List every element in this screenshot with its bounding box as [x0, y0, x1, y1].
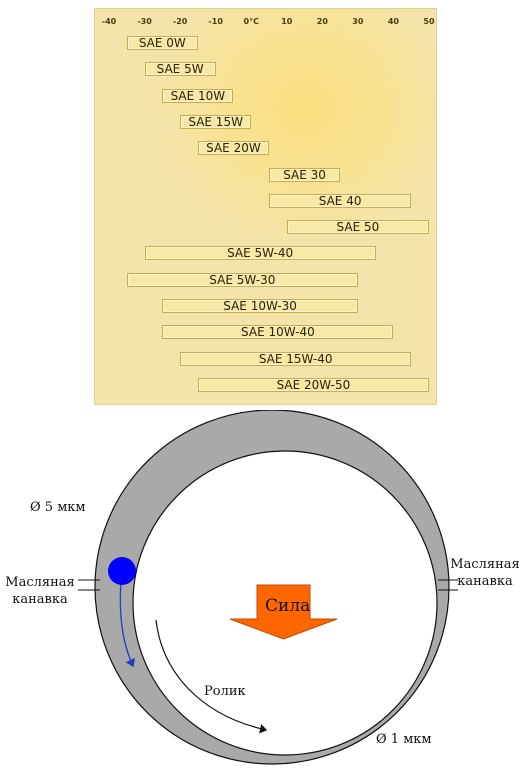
axis-tick-label: -30 — [137, 17, 152, 26]
oil-groove-left-label: Масляная канавка — [5, 575, 75, 607]
sae-grade-bar: SAE 30 — [269, 168, 340, 182]
axis-tick-label: 10 — [281, 17, 293, 26]
sae-grade-bar: SAE 5W-40 — [145, 246, 376, 260]
bearing-diagram — [0, 410, 525, 770]
force-label: Сила — [265, 596, 311, 616]
axis-tick-label: 50 — [423, 17, 435, 26]
roller-label: Ролик — [204, 684, 246, 699]
axis-tick-label: 40 — [387, 17, 400, 26]
inner-diameter-label: Ø 1 мкм — [376, 732, 432, 747]
axis-tick-label: 30 — [352, 17, 364, 26]
sae-grade-bar: SAE 0W — [127, 36, 198, 50]
bearing-drawing — [0, 410, 525, 770]
axis-tick-label: -40 — [101, 17, 117, 26]
ball — [108, 557, 136, 585]
axis-tick-label: -10 — [208, 17, 223, 26]
sae-grade-bar: SAE 10W — [162, 89, 233, 103]
sae-grade-bar: SAE 15W — [180, 115, 251, 129]
axis-tick-label: 20 — [316, 17, 328, 26]
axis-tick-label: 0°C — [243, 17, 259, 26]
sae-grade-bar: SAE 20W-50 — [198, 378, 429, 392]
outer-diameter-label: Ø 5 мкм — [30, 500, 86, 515]
sae-grade-bar: SAE 50 — [287, 220, 429, 234]
sae-grade-bar: SAE 5W — [145, 62, 216, 76]
sae-grade-bar: SAE 10W-40 — [162, 325, 393, 339]
sae-grade-bar: SAE 10W-30 — [162, 299, 358, 313]
axis-tick-label: -20 — [172, 17, 188, 26]
sae-grade-bar: SAE 15W-40 — [180, 352, 411, 366]
sae-grade-bar: SAE 5W-30 — [127, 273, 358, 287]
sae-grade-bar: SAE 40 — [269, 194, 411, 208]
sae-viscosity-chart — [94, 8, 437, 405]
sae-grade-bar: SAE 20W — [198, 141, 269, 155]
oil-groove-right-label: Масляная канавка — [450, 557, 520, 589]
